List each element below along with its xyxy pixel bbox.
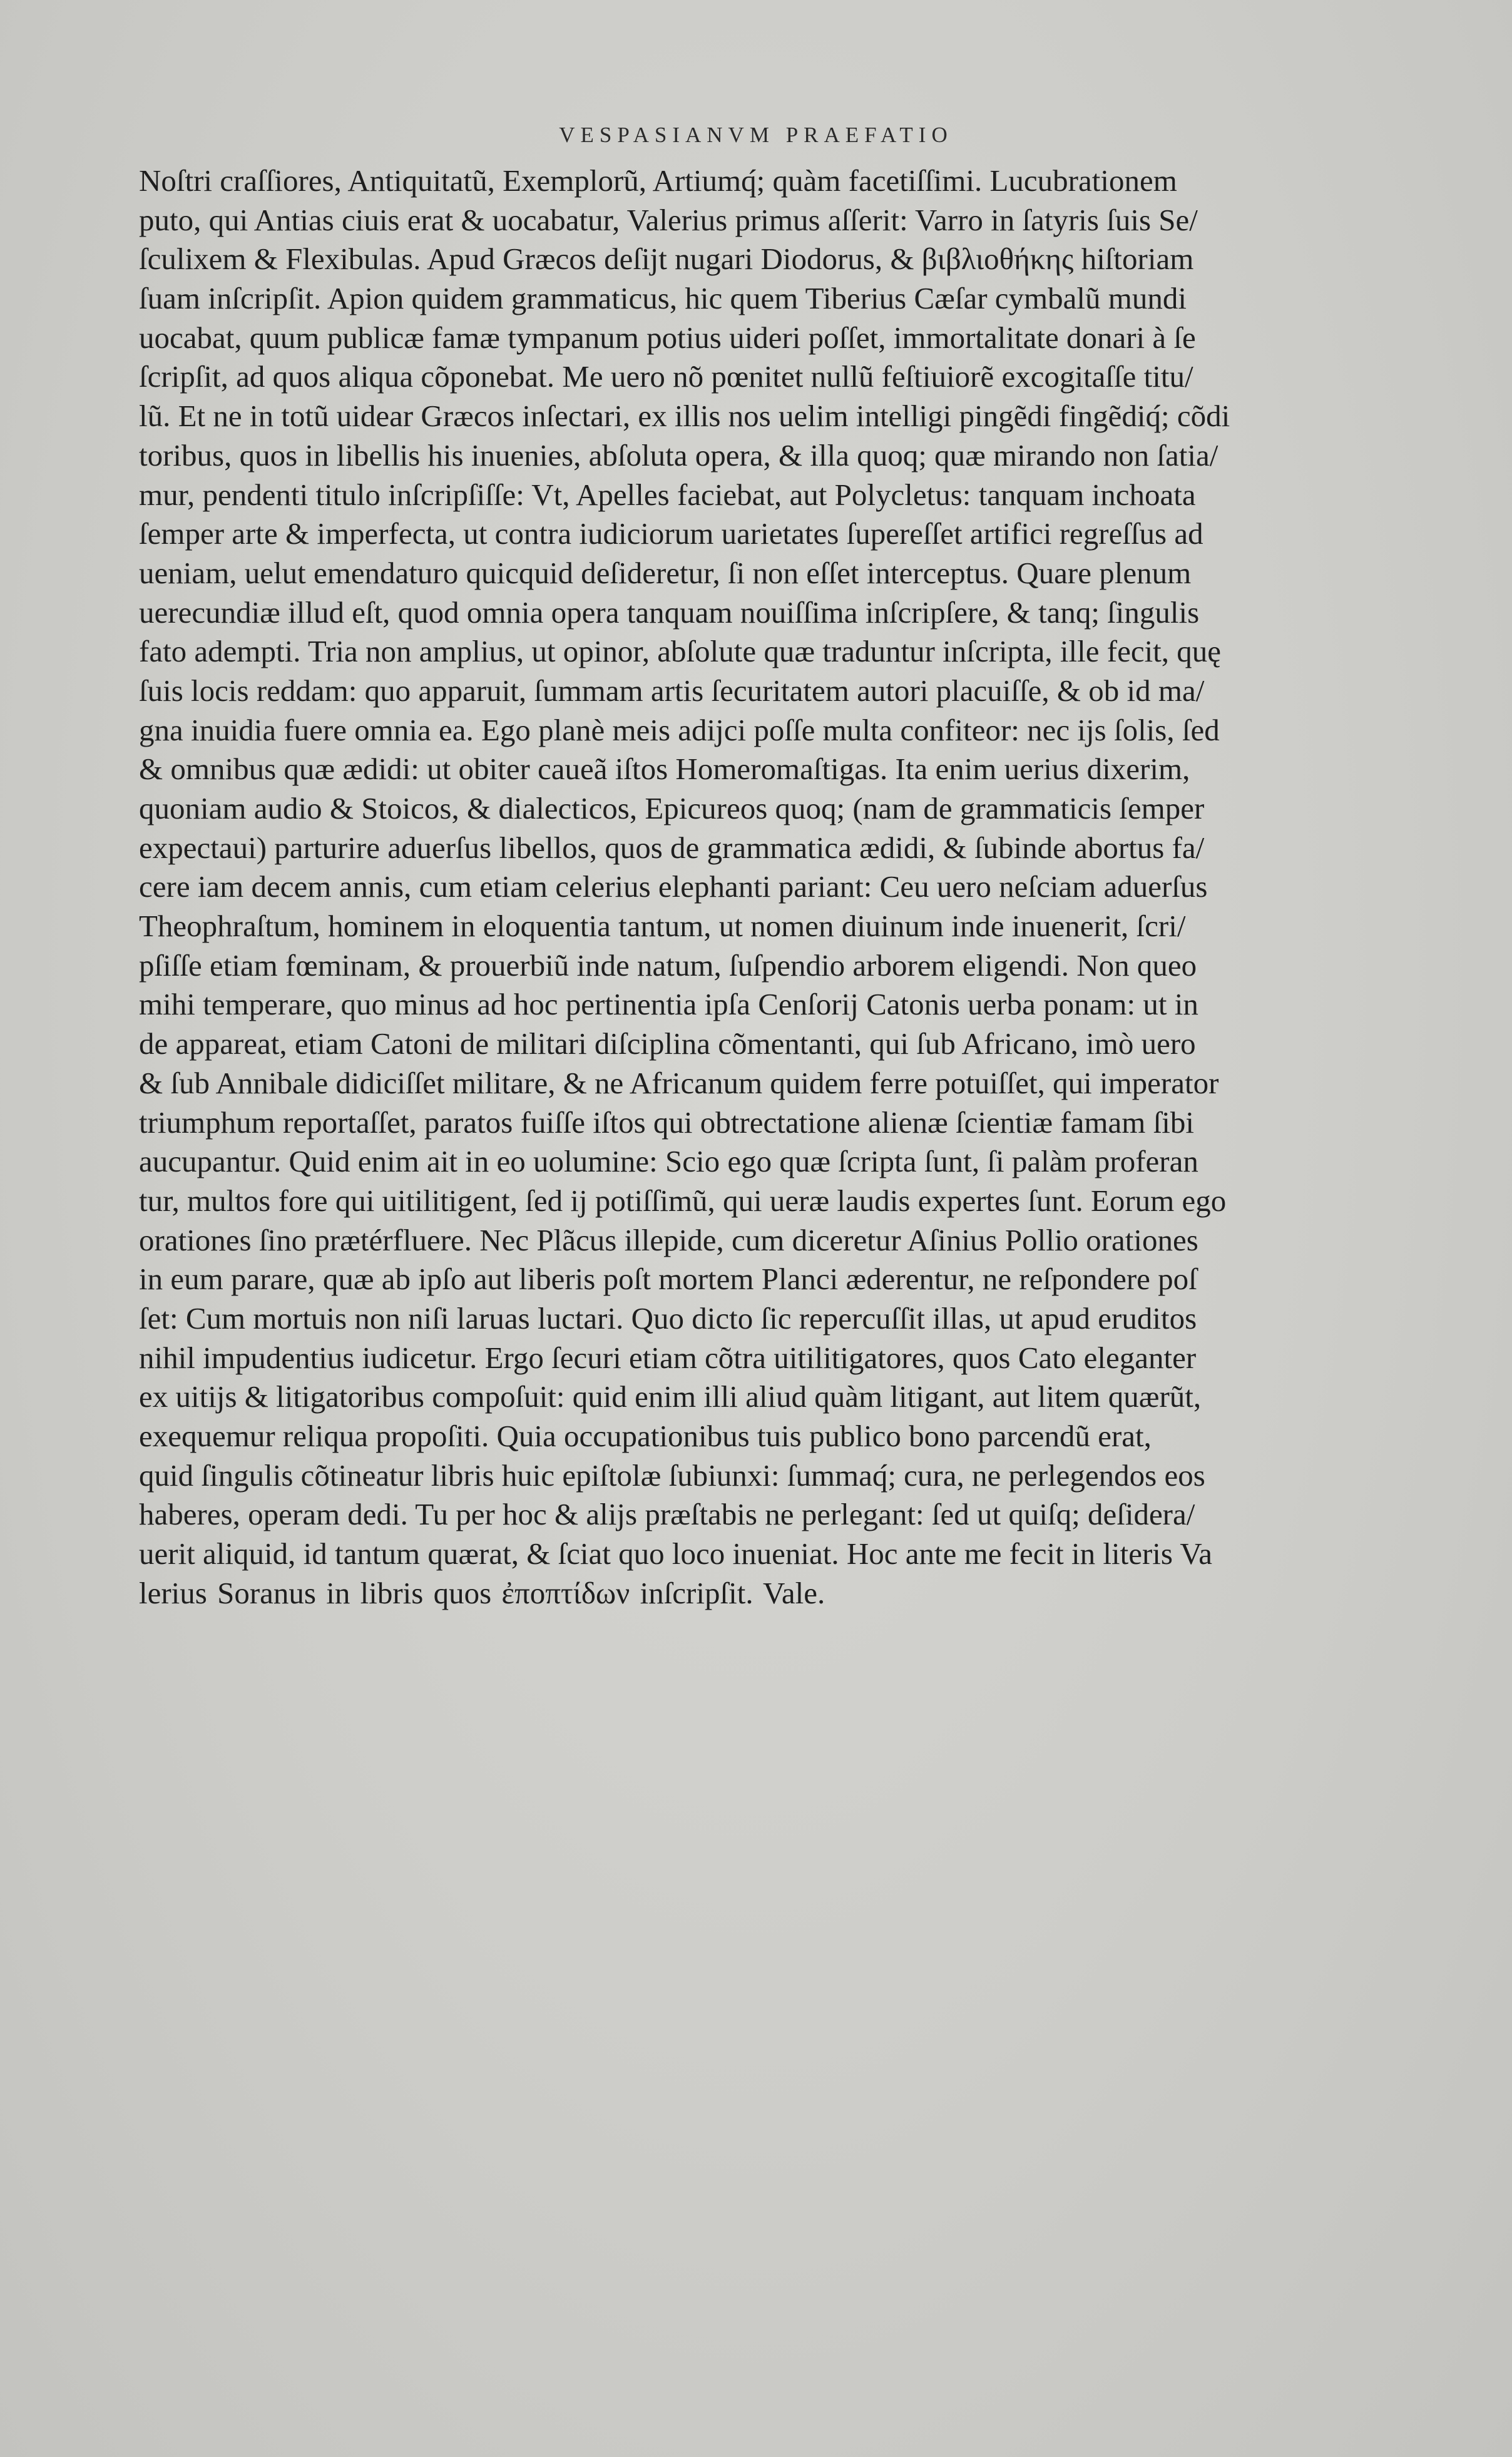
text-line: ſemper arte & imperfecta, ut contra iudiciorum uarietates ſupereſſet artifici regreſſus ad [139, 516, 1203, 551]
text-line: exequemur reliqua propoſiti. Quia occupationibus tuis publico bono parcendũ erat, [139, 1419, 1152, 1453]
text-line: cere iam decem annis, cum etiam celerius elephanti pariant: Ceu uero neſciam aduerſus [139, 869, 1208, 904]
text-line: gna inuidia fuere omnia ea. Ego planè meis adijci poſſe multa confiteor: nec ijs ſolis, ſed [139, 712, 1220, 747]
text-line: tur, multos fore qui uitilitigent, ſed ij potiſſimũ, qui ueræ laudis expertes ſunt. Eorum ego [139, 1183, 1227, 1218]
text-line: expectaui) parturire aduerſus libellos, quos de grammatica ædidi, & ſubinde abortus fa/ [139, 830, 1205, 865]
text-line: triumphum reportaſſet, paratos fuiſſe iſtos qui obtrectatione alienæ ſcientiæ famam ſibi [139, 1105, 1194, 1140]
text-line: haberes, operam dedi. Tu per hoc & alijs præſtabis ne perlegant: ſed ut quiſq; deſidera/ [139, 1497, 1195, 1532]
closing-line: lerius Soranus in libris quos ἐποπτίδων inſcripſit. Vale. [139, 1575, 825, 1610]
text-line: puto, qui Antias ciuis erat & uocabatur, Valerius primus aſſerit: Varro in ſatyris ſuis Se/ [139, 202, 1198, 237]
text-line: uerecundiæ illud eſt, quod omnia opera tanquam nouiſſima inſcripſere, & tanq; ſingulis [139, 595, 1200, 630]
text-line: ueniam, uelut emendaturo quicquid deſideretur, ſi non eſſet interceptus. Quare plenum [139, 555, 1192, 590]
preface-text-block [139, 161, 1313, 1613]
text-line: pſiſſe etiam fœminam, & prouerbiũ inde natum, ſuſpendio arborem eligendi. Non queo [139, 948, 1197, 983]
text-line: Theophraſtum, hominem in eloquentia tantum, ut nomen diuinum inde inuenerit, ſcri/ [139, 909, 1186, 944]
text-line: orationes ſino prætérfluere. Nec Plãcus illepide, cum diceretur Aſinius Pollio orationes [139, 1222, 1198, 1257]
text-line: lũ. Et ne in totũ uidear Græcos inſectari, ex illis nos uelim intelligi pingẽdi fingẽdiq́; cõdi [139, 399, 1230, 434]
text-line: & omnibus quæ ædidi: ut obiter caueã iſtos Homeromaſtigas. Ita enim uerius dixerim, [139, 752, 1190, 787]
text-line: nihil impudentius iudicetur. Ergo ſecuri etiam cõtra uitilitigatores, quos Cato eleganter [139, 1340, 1197, 1375]
text-line: in eum parare, quæ ab ipſo aut liberis poſt mortem Planci æderentur, ne reſpondere poſ [139, 1262, 1197, 1297]
text-line: ſuis locis reddam: quo apparuit, ſummam artis ſecuritatem autori placuiſſe, & ob id ma/ [139, 673, 1205, 708]
text-line: ex uitijs & litigatoribus compoſuit: quid enim illi aliud quàm litigant, aut litem quærũt, [139, 1379, 1202, 1414]
text-line: ſet: Cum mortuis non niſi laruas luctari. Quo dicto ſic repercuſſit illas, ut apud eruditos [139, 1300, 1197, 1336]
text-line: quoniam audio & Stoicos, & dialecticos, Epicureos quoq; (nam de grammaticis ſemper [139, 791, 1205, 825]
text-line: & ſub Annibale didiciſſet militare, & ne Africanum quidem ferre potuiſſet, qui imperator [139, 1065, 1219, 1100]
text-line: toribus, quos in libellis his inuenies, abſoluta opera, & illa quoq; quæ mirando non ſatia/ [139, 437, 1218, 472]
text-line: aucupantur. Quid enim ait in eo uolumine: Scio ego quæ ſcripta ſunt, ſi palàm proferan [139, 1144, 1198, 1179]
text-line: ſculixem & Flexibulas. Apud Græcos deſijt nugari Diodorus, & βιβλιοθήκης hiſtoriam [139, 242, 1194, 277]
text-line: uerit aliquid, id tantum quærat, & ſciat quo loco inueniat. Hoc ante me fecit in literis Va [139, 1536, 1213, 1571]
text-line: ſcripſit, ad quos aliqua cõponebat. Me uero nõ pœnitet nullũ feſtiuiorẽ excogitaſſe titu/ [139, 359, 1193, 394]
text-line: ſuam inſcripſit. Apion quidem grammaticus, hic quem Tiberius Cæſar cymbalũ mundi [139, 281, 1187, 316]
text-line: quid ſingulis cõtineatur libris huic epiſtolæ ſubiunxi: ſummaq́; cura, ne perlegendos eos [139, 1458, 1205, 1493]
text-line: mur, pendenti titulo inſcripſiſſe: Vt, Apelles faciebat, aut Polycletus: tanquam inchoata [139, 477, 1196, 512]
text-line: Noſtri craſſiores, Antiquitatũ, Exemplorũ, Artiumq́; quàm facetiſſimi. Lucubrationem [139, 163, 1177, 198]
text-line: fato adempti. Tria non amplius, ut opinor, abſolute quæ traduntur inſcripta, ille fecit, quę [139, 634, 1222, 669]
text-line: de appareat, etiam Catoni de militari diſciplina cõmentanti, qui ſub Africano, imò uero [139, 1026, 1196, 1061]
running-header: VESPASIANVM PRAEFATIO [559, 123, 953, 147]
text-line: mihi temperare, quo minus ad hoc pertinentia ipſa Cenſorij Catonis uerba ponam: ut in [139, 987, 1198, 1022]
text-line: uocabat, quum publicæ famæ tympanum potius uideri poſſet, immortalitate donari à ſe [139, 320, 1196, 355]
